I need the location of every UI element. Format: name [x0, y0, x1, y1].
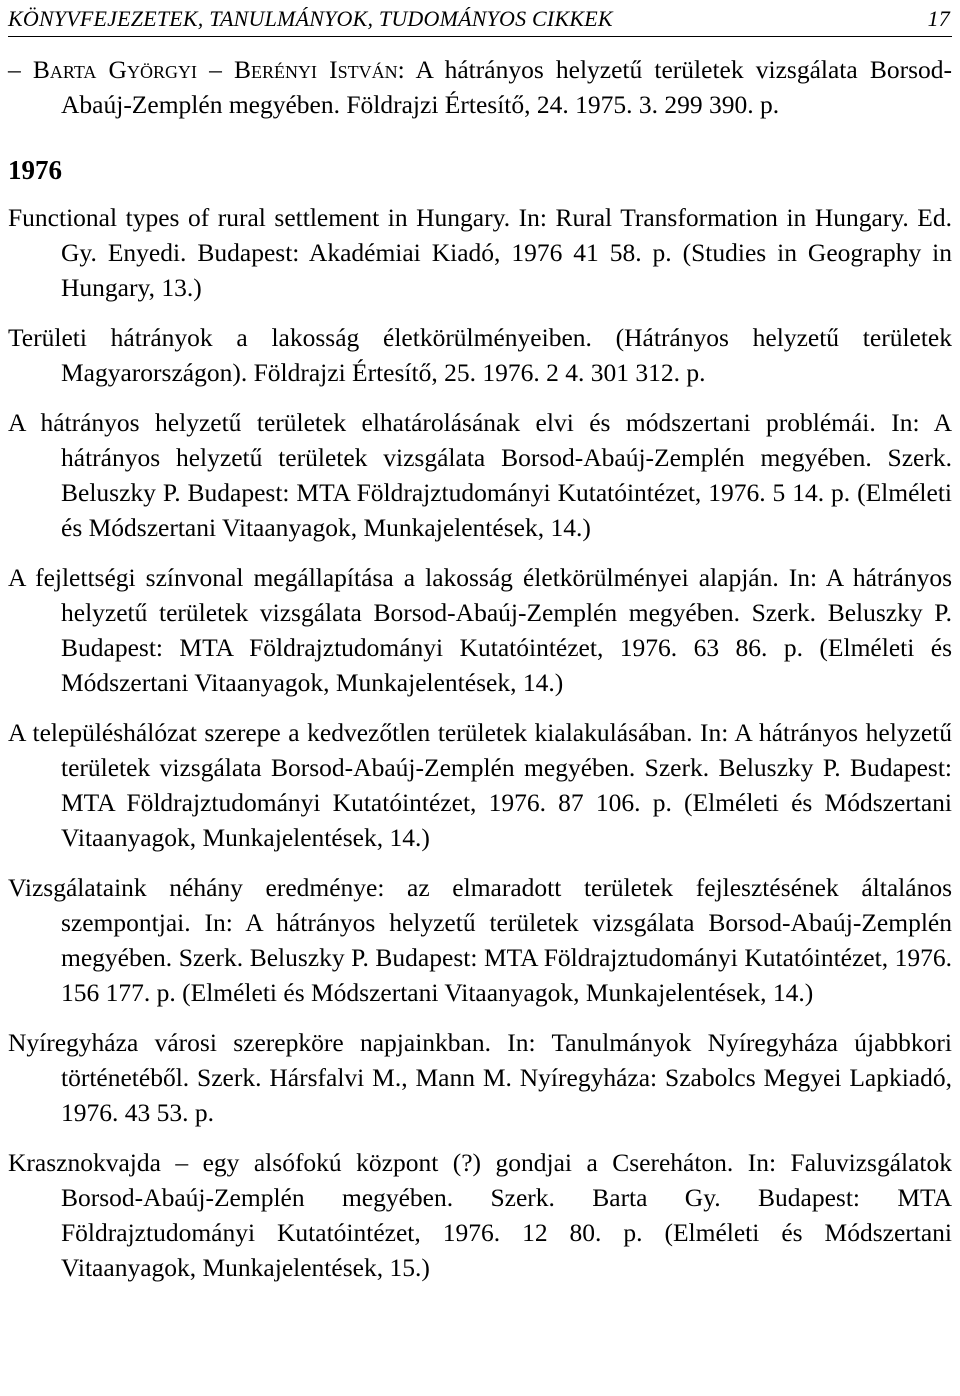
bibliography-entry: Területi hátrányok a lakosság életkörülményeiben. (Hátrányos helyzetű területek Magyarországon). Földrajzi Értesítő, 25. 1976. 2 4. 301 312. p.: [8, 323, 952, 387]
entry-authors: Barta Györgyi – Berényi István: [32, 55, 398, 84]
bibliography-entry: A hátrányos helyzetű területek elhatárolásának elvi és módszertani problémái. In: A hátrányos helyzetű területek vizsgálata Borsod-Abaúj-Zemplén megyében. Szerk. Beluszky P. Budapest: MTA Földrajztudományi Kutatóintézet, 1976. 5 14. p. (Elméleti és Módszertani Vitaanyagok, Munkajelentések, 14.): [8, 408, 952, 542]
bibliography-entry: Nyíregyháza városi szerepköre napjainkban. In: Tanulmányok Nyíregyháza újabbkori történetéből. Szerk. Hársfalvi M., Mann M. Nyíregyháza: Szabolcs Megyei Lapkiadó, 1976. 43 53. p.: [8, 1028, 952, 1127]
running-header-title: KÖNYVFEJEZETEK, TANULMÁNYOK, TUDOMÁNYOS CIKKEK: [8, 6, 613, 31]
page-number: 17: [927, 6, 950, 31]
entry-dash: –: [8, 55, 33, 84]
bibliography-entry: Krasznokvajda – egy alsófokú központ (?) gondjai a Csereháton. In: Faluvizsgálatok Borsod-Abaúj-Zemplén megyében. Szerk. Barta Gy. Budapest: MTA Földrajztudományi Kutatóintézet, 1976. 12 80. p. (Elméleti és Módszertani Vitaanyagok, Munkajelentések, 15.): [8, 1148, 952, 1282]
year-heading: 1976: [8, 155, 62, 185]
running-header: [8, 2, 952, 37]
bibliography-entry: [8, 52, 952, 122]
bibliography-entry: Vizsgálataink néhány eredménye: az elmaradott területek fejlesztésének általános szempontjai. In: A hátrányos helyzetű területek vizsgálata Borsod-Abaúj-Zemplén megyében. Szerk. Beluszky P. Budapest: MTA Földrajztudományi Kutatóintézet, 1976. 156 177. p. (Elméleti és Módszertani Vitaanyagok, Munkajelentések, 14.): [8, 873, 952, 1007]
bibliography-entry: A településhálózat szerepe a kedvezőtlen területek kialakulásában. In: A hátrányos helyzetű területek vizsgálata Borsod-Abaúj-Zemplén megyében. Szerk. Beluszky P. Budapest: MTA Földrajztudományi Kutatóintézet, 1976. 87 106. p. (Elméleti és Módszertani Vitaanyagok, Munkajelentések, 14.): [8, 718, 952, 852]
entry-text: : A hátrányos helyzetű területek vizsgálata Borsod-Abaúj-Zemplén megyében. Földrajzi Értesítő, 24. 1975. 3. 299 390. p.: [61, 55, 953, 119]
bibliography-list: [8, 40, 952, 1300]
bibliography-entry: Functional types of rural settlement in Hungary. In: Rural Transformation in Hungary. Ed. Gy. Enyedi. Budapest: Akadémiai Kiadó, 1976 41 58. p. (Studies in Geography in Hungary, 13.): [8, 203, 952, 302]
bibliography-entry: A fejlettségi színvonal megállapítása a lakosság életkörülményei alapján. In: A hátrányos helyzetű területek vizsgálata Borsod-Abaúj-Zemplén megyében. Szerk. Beluszky P. Budapest: MTA Földrajztudományi Kutatóintézet, 1976. 63 86. p. (Elméleti és Módszertani Vitaanyagok, Munkajelentések, 14.): [8, 563, 952, 697]
